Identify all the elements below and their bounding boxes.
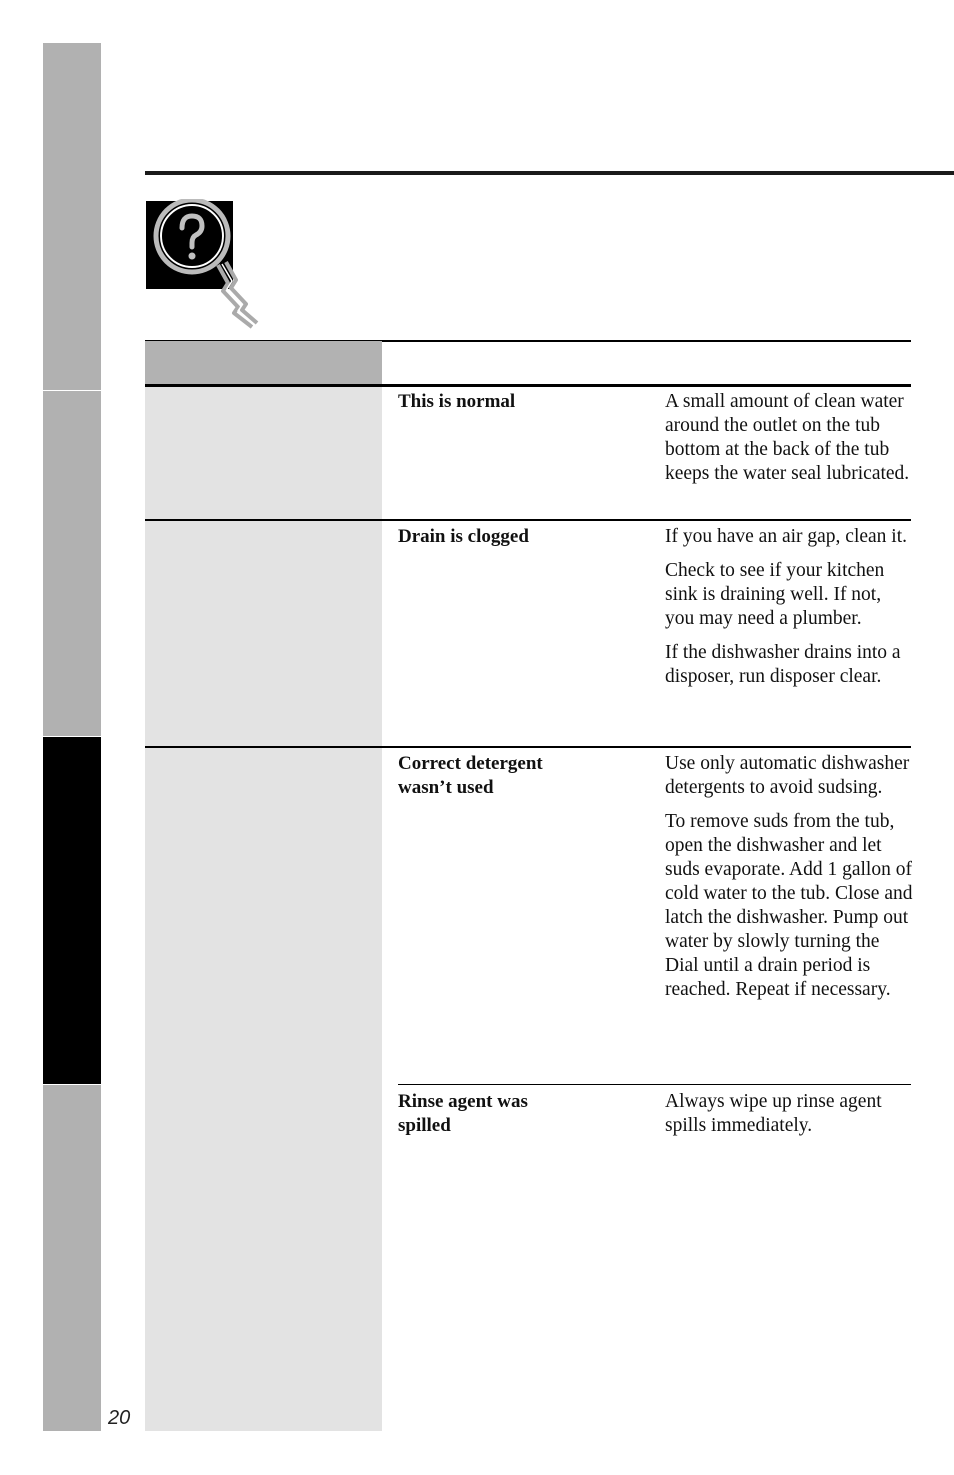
fix-text: If you have an air gap, clean it.: [665, 526, 908, 547]
fix-text: Use only automatic dishwasher detergents to avoid sudsing.: [665, 753, 910, 798]
fix-list: [665, 525, 915, 699]
row-divider: [145, 519, 911, 521]
table-header-shade: [145, 341, 382, 385]
fix-text: To remove suds from the tub, open the dishwasher and let suds evaporate. Add 1 gallon of cold water to the tub. Close and latch the dishwasher. Pump out water by slowly turning the Dial until a drain period is reached. Repeat if necessary.: [665, 811, 913, 1000]
problem-column: [145, 387, 382, 1431]
section-tab-active: [43, 737, 101, 1084]
fix-text: A small amount of clean water around the outlet on the tub bottom at the back of the tub keeps the water seal lubricated.: [665, 391, 910, 484]
cause-this-is-normal: This is normal: [398, 391, 516, 412]
sub-row-divider: [398, 1084, 911, 1085]
fix-list: [665, 1090, 915, 1148]
page-number: 20: [108, 1407, 131, 1429]
cause-rinse-agent: Rinse agent was spilled: [398, 1091, 528, 1136]
fix-text: If the dishwasher drains into a disposer, run disposer clear.: [665, 642, 901, 687]
fix-list: [665, 752, 915, 1012]
cause-drain-clogged: Drain is clogged: [398, 526, 529, 547]
section-tab-2: [43, 391, 101, 736]
row-divider: [145, 746, 911, 748]
top-rule: [145, 171, 954, 175]
fix-text: Always wipe up rinse agent spills immediately.: [665, 1091, 882, 1136]
cause-correct-detergent: Correct detergent wasn’t used: [398, 753, 543, 798]
section-tab-1: [43, 43, 101, 390]
fix-list: [665, 390, 915, 496]
section-tab-4: [43, 1085, 101, 1431]
question-magnifier-icon: [146, 199, 266, 334]
fix-text: Check to see if your kitchen sink is draining well. If not, you may need a plumber.: [665, 560, 885, 629]
